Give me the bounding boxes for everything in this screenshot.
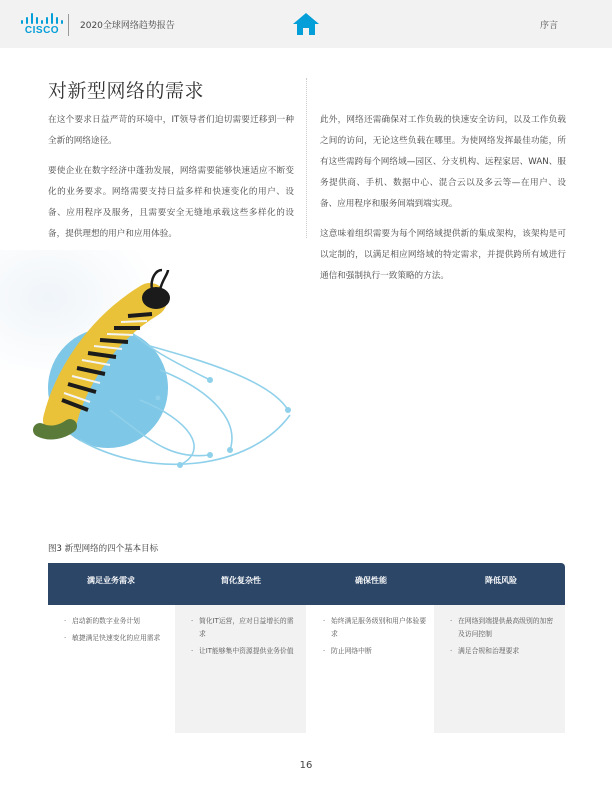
goal-panel-business	[48, 605, 179, 733]
goal-item: · 启动新的数字业务计划	[64, 615, 171, 628]
figure-caption: 图3 新型网络的四个基本目标	[48, 544, 159, 554]
goal-title-simplify: 简化复杂性	[221, 576, 261, 585]
goal-item: · 在网络到端提供最高级别的加密及访问控制	[450, 615, 557, 641]
cisco-logo[interactable]	[20, 12, 64, 38]
section-label[interactable]: 序言	[540, 21, 559, 31]
cisco-logo-bars-icon	[20, 12, 64, 24]
page-number: 16	[299, 760, 313, 771]
page-header	[0, 0, 612, 48]
right-paragraph-1: 此外，网络还需确保对工作负载的快速安全访问，以及工作负载之间的访问，无论这些负载在哪里。为使网络发挥最佳功能，所有这些需跨每个网络域—园区、分支机构、远程家居、WAN、服务提供商、手机、数据中心、混合云以及多云等—在用户、设备、应用程序和服务间端到端实现。	[320, 115, 566, 209]
goal-panel-performance	[307, 605, 438, 733]
goal-item: · 敏捷满足快速变化的应用需求	[64, 632, 171, 645]
goal-title-risk: 降低风险	[485, 576, 517, 585]
goal-panel-simplify	[175, 605, 306, 733]
goal-title-performance: 确保性能	[355, 576, 387, 585]
report-title: 2020全球网络趋势报告	[80, 21, 175, 31]
home-icon[interactable]	[292, 12, 320, 36]
left-column	[48, 110, 294, 254]
goals-header-bar	[48, 563, 565, 605]
goal-item: · 始终满足服务级别和用户体验要求	[323, 615, 430, 641]
goals-figure	[48, 563, 565, 733]
column-divider	[306, 78, 307, 238]
goal-item: · 简化IT运营，应对日益增长的需求	[191, 615, 298, 641]
goal-item: · 满足合规和治理要求	[450, 645, 557, 658]
goal-panel-risk	[434, 605, 565, 733]
right-column	[320, 110, 566, 296]
goal-title-business: 满足业务需求	[87, 576, 135, 585]
goal-item: · 让IT能够集中资源提供业务价值	[191, 645, 298, 658]
right-paragraph-2: 这意味着组织需要为每个网络域提供新的集成架构，该架构是可以定制的，以满足相应网络域的特定需求，并提供跨所有域进行通信和强制执行一致策略的方法。	[320, 229, 566, 281]
goal-item: · 防止网络中断	[323, 645, 430, 658]
header-divider	[68, 14, 69, 36]
page-title: 对新型网络的需求	[48, 80, 205, 102]
cisco-logo-text: CISCO	[24, 25, 60, 36]
left-paragraph-2: 要使企业在数字经济中蓬勃发展，网络需要能够快速适应不断变化的业务要求。网络需要支持日益多样和快速变化的用户、设备、应用程序及服务，且需要安全无缝地承载这些多样化的设备，提供理想的用户和应用体验。	[48, 166, 294, 239]
caterpillar-network-illustration	[0, 250, 310, 490]
left-paragraph-1: 在这个要求日益严苛的环境中，IT领导者们迫切需要迁移到一种全新的网络途径。	[48, 115, 294, 146]
